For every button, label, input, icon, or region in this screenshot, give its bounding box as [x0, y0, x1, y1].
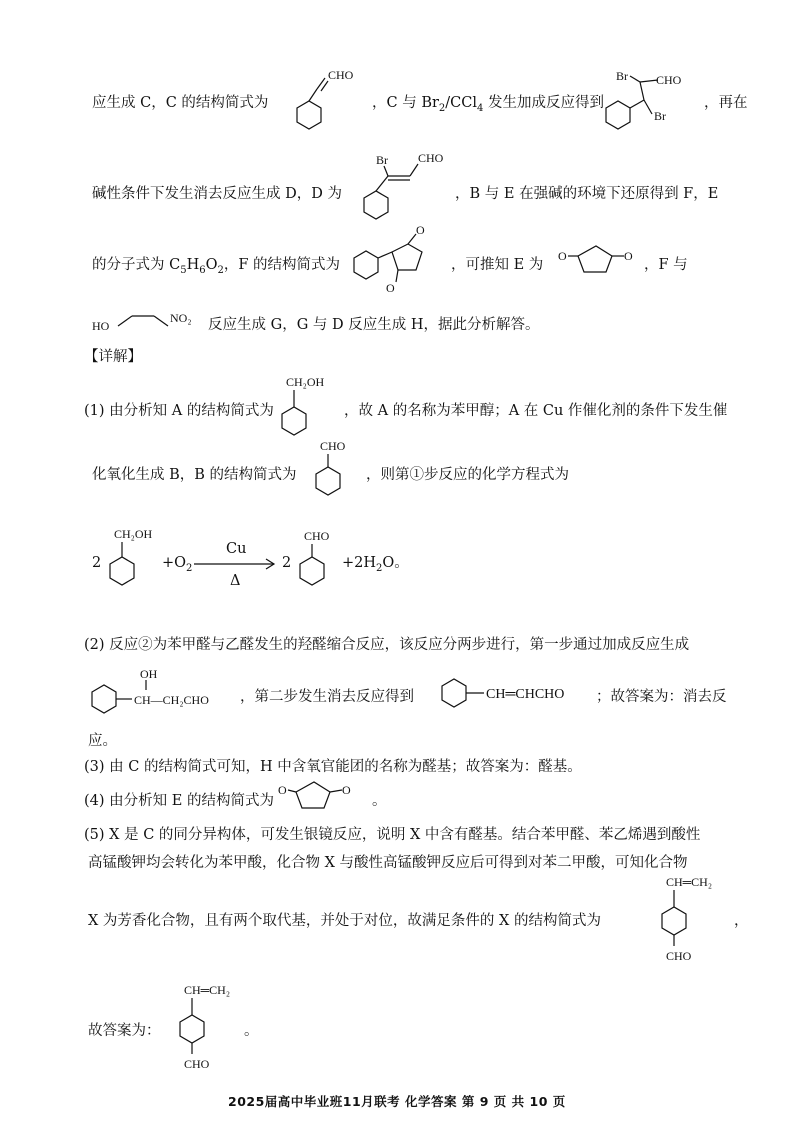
structure-E-small [556, 232, 642, 282]
structure-X [652, 872, 732, 966]
q5-line-a: (5) X 是 C 的同分异构体，可发生银镜反应，说明 X 中含有醛基。结合苯甲醛、苯乙烯遇到酸性 [84, 827, 701, 843]
q4-line-b: 。 [372, 793, 387, 809]
label-cho: CHO [184, 1057, 210, 1071]
eq-plus-o2: $+O_2$ [162, 555, 193, 574]
q5-line-e: 故答案为： [88, 1023, 161, 1039]
eq-catalyst: Cu [226, 541, 247, 557]
analysis-line-1a: 应生成 C，C 的结构简式为 [92, 95, 269, 111]
label-ch-eq-ch2: CH═CH₂ [184, 983, 231, 997]
page-footer: 2025届高中毕业班11月联考 化学答案 第 9 页 共 10 页 [228, 1094, 566, 1109]
label-o: O [624, 249, 633, 263]
structure-E [276, 772, 362, 820]
eq-coefficient-2: 2 [282, 555, 292, 571]
q5-line-c: X 为芳香化合物，且有两个取代基，并处于对位，故满足条件的 X 的结构简式为 [88, 913, 601, 929]
analysis-line-2a: 碱性条件下发生消去反应生成 D，D 为 [92, 186, 342, 202]
label-cho: CHO [320, 439, 346, 453]
structure-B-benzaldehyde [308, 436, 368, 504]
label-oh: OH [140, 667, 158, 681]
label-br: Br [376, 153, 388, 167]
analysis-line-4a: 反应生成 G，G 与 D 反应生成 H，据此分析解答。 [208, 317, 540, 333]
structure-C-cinnamaldehyde [275, 62, 365, 140]
q2-line-b: ，第二步发生消去反应得到 [240, 689, 414, 705]
eq-water: $+2H_2O$。 [342, 555, 409, 574]
q2-line-d: 应。 [88, 733, 117, 749]
label-cho: CHO [666, 949, 692, 963]
label-o: O [278, 783, 287, 797]
detail-header: 【详解】 [84, 349, 142, 365]
eq-coefficient-1: 2 [92, 555, 102, 571]
label-no2: NO₂ [170, 311, 192, 325]
q4-line-a: (4) 由分析知 E 的结构简式为 [84, 793, 274, 809]
q5-line-f: 。 [244, 1023, 259, 1039]
analysis-line-3b: ，可推知 E 为 [451, 257, 544, 273]
analysis-line-3a: 的分子式为 $C_5H_6O_2$，F 的结构简式为 [92, 257, 341, 276]
structure-nitroethanol [92, 304, 210, 340]
label-o: O [386, 281, 395, 295]
q5-line-d: ， [734, 913, 749, 929]
label-ch-ch2cho: CH—CH₂CHO [134, 693, 209, 707]
structure-aldol-adduct [88, 664, 248, 718]
label-ch2oh: CH₂OH [114, 527, 153, 541]
eq-arrow [194, 558, 278, 570]
label-o: O [342, 783, 351, 797]
label-o: O [416, 223, 425, 237]
label-cho: CHO [304, 529, 330, 543]
structure-cinnamaldehyde-linear [436, 672, 606, 712]
label-cho: CHO [328, 68, 354, 82]
structure-D [352, 146, 452, 226]
eq-heat: Δ [230, 573, 241, 589]
label-cho: CHO [418, 151, 444, 165]
q1-line-c: 化氧化生成 B，B 的结构简式为 [92, 467, 297, 483]
structure-A-benzyl-alcohol [270, 370, 340, 446]
q1-line-b: ，故 A 的名称为苯甲醇；A 在 Cu 作催化剂的条件下发生催 [344, 403, 728, 419]
structure-F [346, 222, 456, 298]
q3-line: (3) 由 C 的结构简式可知，H 中含氧官能团的名称为醛基；故答案为：醛基。 [84, 759, 582, 775]
q2-line-c: ；故答案为：消去反 [596, 689, 727, 705]
structure-dibromide [598, 60, 708, 140]
analysis-line-1c: ，再在 [704, 95, 748, 111]
label-o: O [558, 249, 567, 263]
label-br-2: Br [654, 109, 666, 123]
q1-line-d: ，则第①步反应的化学方程式为 [366, 467, 569, 483]
analysis-line-1b: ，C 与 $Br_2/CCl_4$ 发生加成反应得到 [372, 95, 604, 114]
analysis-line-2b: ，B 与 E 在强碱的环境下还原得到 F，E [455, 186, 719, 202]
q1-line-a: (1) 由分析知 A 的结构简式为 [84, 403, 274, 419]
label-ch2oh: CH₂OH [286, 375, 325, 389]
label-br-1: Br [616, 69, 628, 83]
label-ho: HO [92, 319, 110, 333]
q5-line-b: 高锰酸钾均会转化为苯甲酸，化合物 X 与酸性高锰酸钾反应后可得到对苯二甲酸，可知化合物 [88, 855, 688, 871]
structure-X-answer [170, 980, 250, 1074]
label-ch-eq-ch2: CH═CH₂ [666, 875, 713, 889]
analysis-line-3c: ，F 与 [644, 257, 688, 273]
q2-line-a: (2) 反应②为苯甲醛与乙醛发生的羟醛缩合反应，该反应分两步进行，第一步通过加成反应生成 [84, 637, 690, 653]
label-ch-eq-chcho: CH═CHCHO [486, 687, 565, 702]
label-cho: CHO [656, 73, 682, 87]
